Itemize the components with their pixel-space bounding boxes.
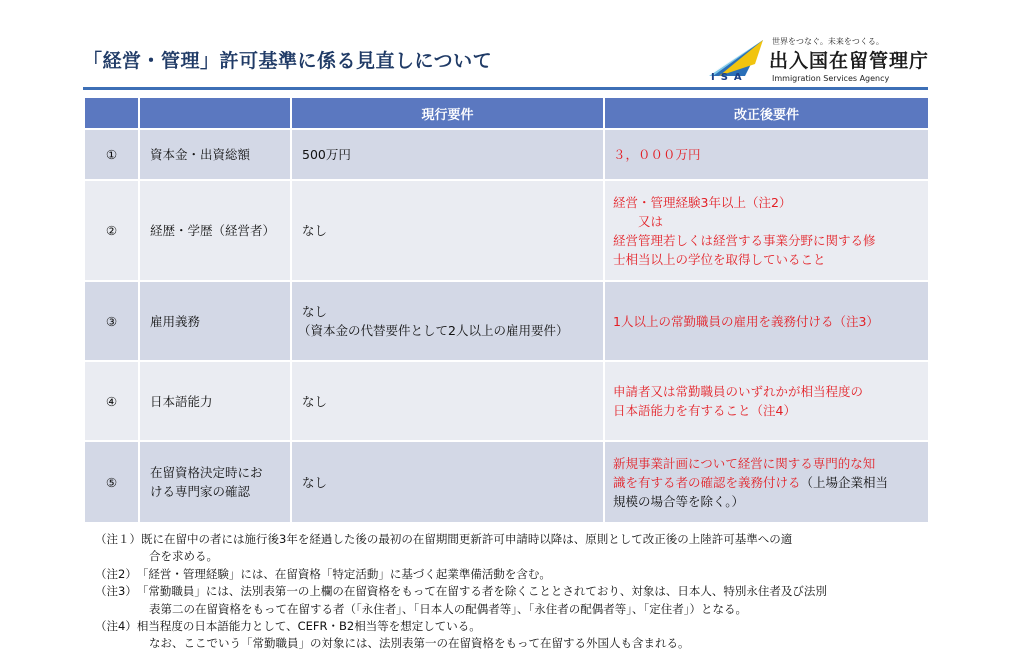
row-number: ②: [84, 180, 139, 281]
revised-line: 申請者又は常勤職員のいずれかが相当程度の: [613, 384, 864, 399]
row-item: [139, 441, 291, 523]
table-row: [84, 441, 929, 523]
header-revised: 改正後要件: [604, 97, 929, 129]
revised-line: [613, 473, 920, 492]
page-title: 「経営・管理」許可基準に係る見直しについて: [83, 50, 493, 72]
isa-mark: ISA: [711, 72, 748, 83]
agency-name: 出入国在留管理庁: [769, 50, 930, 72]
requirements-table: [83, 96, 930, 524]
footnote-label: （注１）: [95, 532, 141, 546]
revised-line: 又は: [613, 213, 664, 229]
footnote: [95, 566, 935, 583]
row-current: なし: [291, 441, 604, 523]
table-row: [84, 180, 929, 281]
footnote-text: なお、ここでいう「常勤職員」の対象には、法別表第一の在留資格をもって在留する外国人も含まれる。: [149, 636, 690, 651]
header-current: 現行要件: [291, 97, 604, 129]
footnote-text: 既に在留中の者には施行後3年を経過した後の最初の在留期間更新許可申請時以降は、原則として改正後の上陸許可基準への適: [141, 532, 793, 546]
item-line: 在留資格決定時にお: [150, 465, 263, 480]
row-current: なし: [291, 361, 604, 441]
revised-line: 規模の場合等を除く。）: [613, 493, 745, 509]
row-number: ③: [84, 281, 139, 361]
row-number: ①: [84, 129, 139, 180]
footnote-text: 「常勤職員」には、法別表第一の上欄の在留資格をもって在留する者を除くこととされており、対象は、日本人、特別永住者及び法別: [136, 584, 827, 599]
footnote: [95, 548, 935, 565]
row-current: なし: [291, 180, 604, 281]
row-revised: 1人以上の常勤職員の雇用を義務付ける（注3）: [604, 281, 929, 361]
item-line: ける専門家の確認: [150, 484, 251, 499]
row-revised: ３，０００万円: [604, 129, 929, 180]
footnote: [95, 583, 935, 600]
footnote-label: （注4）: [95, 619, 137, 634]
agency-logo: [705, 36, 945, 88]
row-item: 資本金・出資総額: [139, 129, 291, 180]
table-row: [84, 281, 929, 361]
row-number: ⑤: [84, 441, 139, 523]
row-item: 雇用義務: [139, 281, 291, 361]
revised-line: 士相当以上の学位を取得していること: [613, 251, 826, 267]
footnote-text: 相当程度の日本語能力として、CEFR・B2相当等を想定している。: [136, 619, 481, 634]
current-line: なし: [302, 304, 328, 319]
row-number: ④: [84, 361, 139, 441]
footnote: [95, 635, 935, 652]
table-header-row: [84, 97, 929, 129]
logo-tagline: 世界をつなぐ。未来をつくる。: [772, 37, 884, 46]
footnote-text: 合を求める。: [149, 549, 218, 564]
current-line: （資本金の代替要件として2人以上の雇用要件）: [298, 323, 569, 338]
footnotes: [95, 531, 935, 653]
row-revised: [604, 180, 929, 281]
revised-red-text: 識を有する者の確認を義務付ける: [613, 474, 801, 490]
agency-name-en: Immigration Services Agency: [772, 74, 890, 83]
row-item: 日本語能力: [139, 361, 291, 441]
row-current: 500万円: [291, 129, 604, 180]
revised-line: 経営管理若しくは経営する事業分野に関する修: [613, 232, 876, 248]
footnote-text: 「経営・管理経験」には、在留資格「特定活動」に基づく起業準備活動を含む。: [136, 566, 551, 581]
row-item: 経歴・学歴（経営者）: [139, 180, 291, 281]
title-divider: [83, 87, 928, 90]
row-revised: [604, 361, 929, 441]
footnote-label: （注3）: [95, 584, 137, 599]
footnote-label: （注2）: [95, 566, 137, 581]
footnote: [95, 618, 935, 635]
revised-black-text: （上場企業相当: [800, 474, 889, 490]
row-current: [291, 281, 604, 361]
revised-line: 経営・管理経験3年以上（注2）: [613, 194, 792, 210]
footnote-text: 表第二の在留資格をもって在留する者（「永住者」、「日本人の配偶者等」、「永住者の配偶者等」、「定住者」）となる。: [149, 601, 747, 616]
revised-line: 日本語能力を有すること（注4）: [613, 403, 796, 418]
footnote: [95, 531, 935, 548]
revised-line: 新規事業計画について経営に関する専門的な知: [613, 455, 876, 471]
row-revised: [604, 441, 929, 523]
footnote: [95, 601, 935, 618]
header-item: [139, 97, 291, 129]
header-num: [84, 97, 139, 129]
table-row: [84, 129, 929, 180]
table-row: [84, 361, 929, 441]
